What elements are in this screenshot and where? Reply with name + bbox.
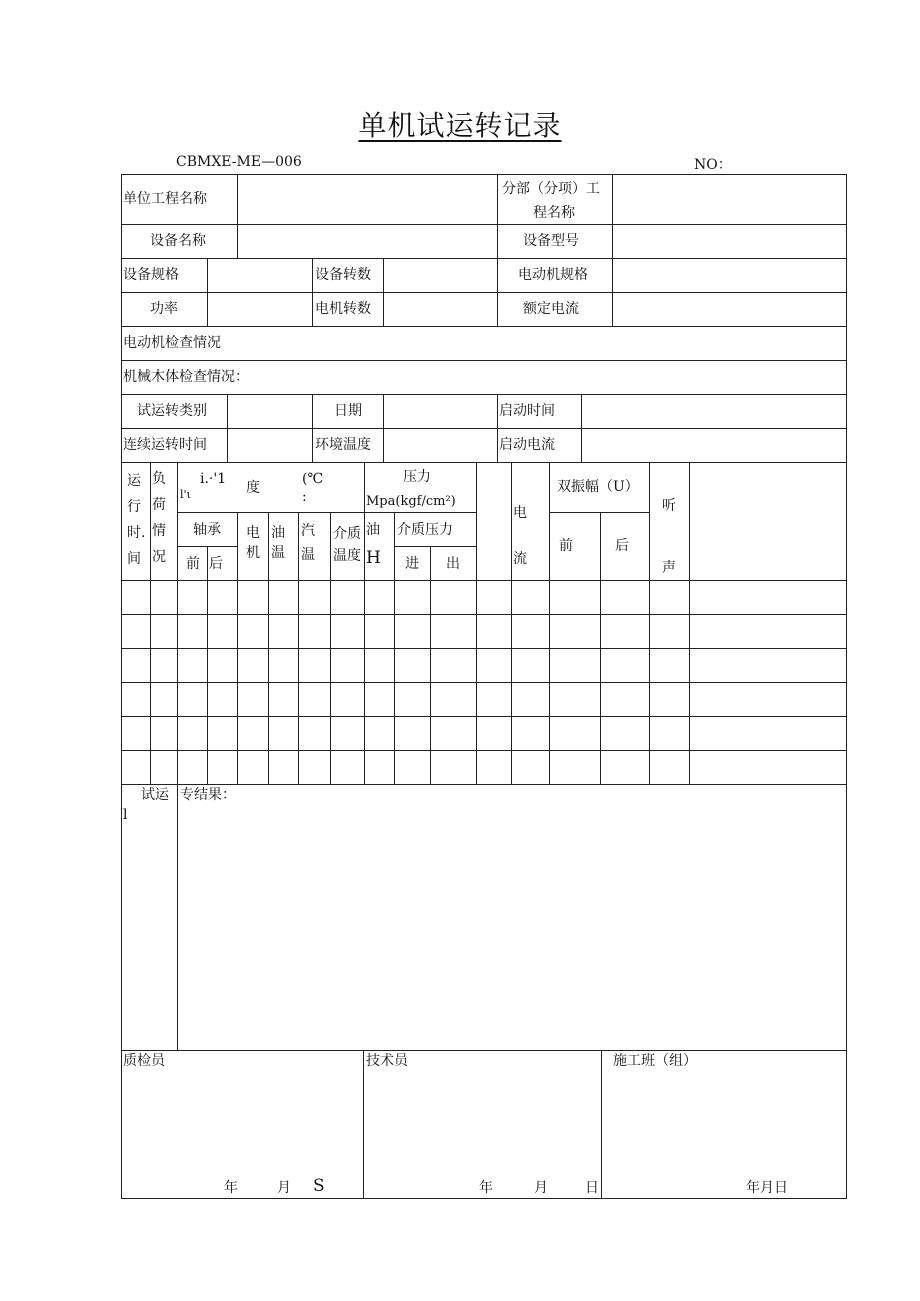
result-side-label-a: 试运	[141, 787, 169, 803]
oil-pressure-header: 油	[366, 522, 380, 538]
current-header: 电流	[513, 505, 527, 567]
result-text-label: 专结果：	[180, 787, 236, 803]
outlet-header: 出	[446, 556, 460, 572]
tech-date-day: 日	[585, 1180, 599, 1196]
equipment-speed-label: 设备转数	[315, 267, 371, 283]
date-label: 日期	[334, 403, 362, 419]
motor-speed-label: 电机转数	[315, 301, 371, 317]
temperature-header-part2: l'ι	[180, 488, 191, 501]
unit-project-name-label: 单位工程名称	[123, 191, 207, 207]
technician-label: 技术员	[366, 1053, 408, 1069]
qc-inspector-label: 质检员	[123, 1053, 165, 1069]
medium-temp-header-line2: 温度	[333, 548, 361, 564]
sub-project-label-line2: 程名称	[533, 205, 575, 221]
rated-current-label: 额定电流	[523, 301, 579, 317]
run-time-header: 运行时.间	[127, 473, 146, 567]
temperature-header-part3: 度	[246, 480, 260, 496]
team-date: 年月日	[746, 1180, 788, 1196]
listen-header: 听声	[662, 498, 676, 576]
load-header: 负荷情况	[152, 471, 166, 565]
steam-temp-header: 汽温	[301, 523, 315, 563]
amplitude-back-header: 后	[615, 538, 629, 554]
bearing-front-header: 前	[186, 556, 200, 572]
motor-check-label: 电动机检查情况	[123, 335, 221, 351]
ambient-temp-label: 环境温度	[315, 437, 371, 453]
motor-temp-header: 电机	[246, 525, 260, 561]
test-type-label: 试运转类别	[137, 403, 207, 419]
start-current-label: 启动电流	[499, 437, 555, 453]
tech-date-month: 月	[534, 1180, 548, 1196]
inlet-header: 进	[405, 556, 419, 572]
temperature-header-part5: :	[302, 489, 307, 505]
start-time-label: 启动时间	[499, 403, 555, 419]
pressure-header: 压力	[403, 469, 431, 485]
body-check-label: 机械木体检查情况：	[123, 369, 249, 385]
bearing-header: 轴承	[193, 522, 221, 538]
doc-code: CBMXE-ME—006	[176, 154, 302, 170]
temperature-header-part4: (℃	[302, 471, 324, 487]
oil-pressure-h: H	[366, 548, 381, 568]
amplitude-header: 双振幅（U）	[557, 479, 639, 495]
temperature-header-part1: i.·'1	[200, 471, 227, 487]
equipment-spec-label: 设备规格	[123, 267, 179, 283]
record-number-label: NO：	[694, 157, 732, 173]
qc-date-day: S	[313, 1176, 325, 1196]
power-label: 功率	[150, 301, 178, 317]
medium-pressure-header: 介质压力	[397, 522, 453, 538]
construction-team-label: 施工班（组）	[613, 1053, 697, 1069]
equipment-name-label: 设备名称	[150, 233, 206, 249]
equipment-model-label: 设备型号	[523, 233, 579, 249]
motor-spec-label: 电动机规格	[518, 267, 588, 283]
qc-date-year: 年	[224, 1180, 238, 1196]
continuous-time-label: 连续运转时间	[123, 437, 207, 453]
bearing-back-header: 后	[209, 556, 223, 572]
medium-temp-header-line1: 介质	[333, 526, 361, 542]
tech-date-year: 年	[479, 1180, 493, 1196]
result-side-label-b: l	[123, 807, 128, 823]
sub-project-label-line1: 分部（分项）工	[502, 181, 600, 197]
pressure-unit: Mpa(kgf/cm²)	[366, 494, 456, 509]
qc-date-month: 月	[277, 1180, 291, 1196]
page-title: 单机试运转记录	[358, 109, 562, 142]
oil-temp-header: 油温	[271, 525, 285, 561]
amplitude-front-header: 前	[559, 538, 573, 554]
